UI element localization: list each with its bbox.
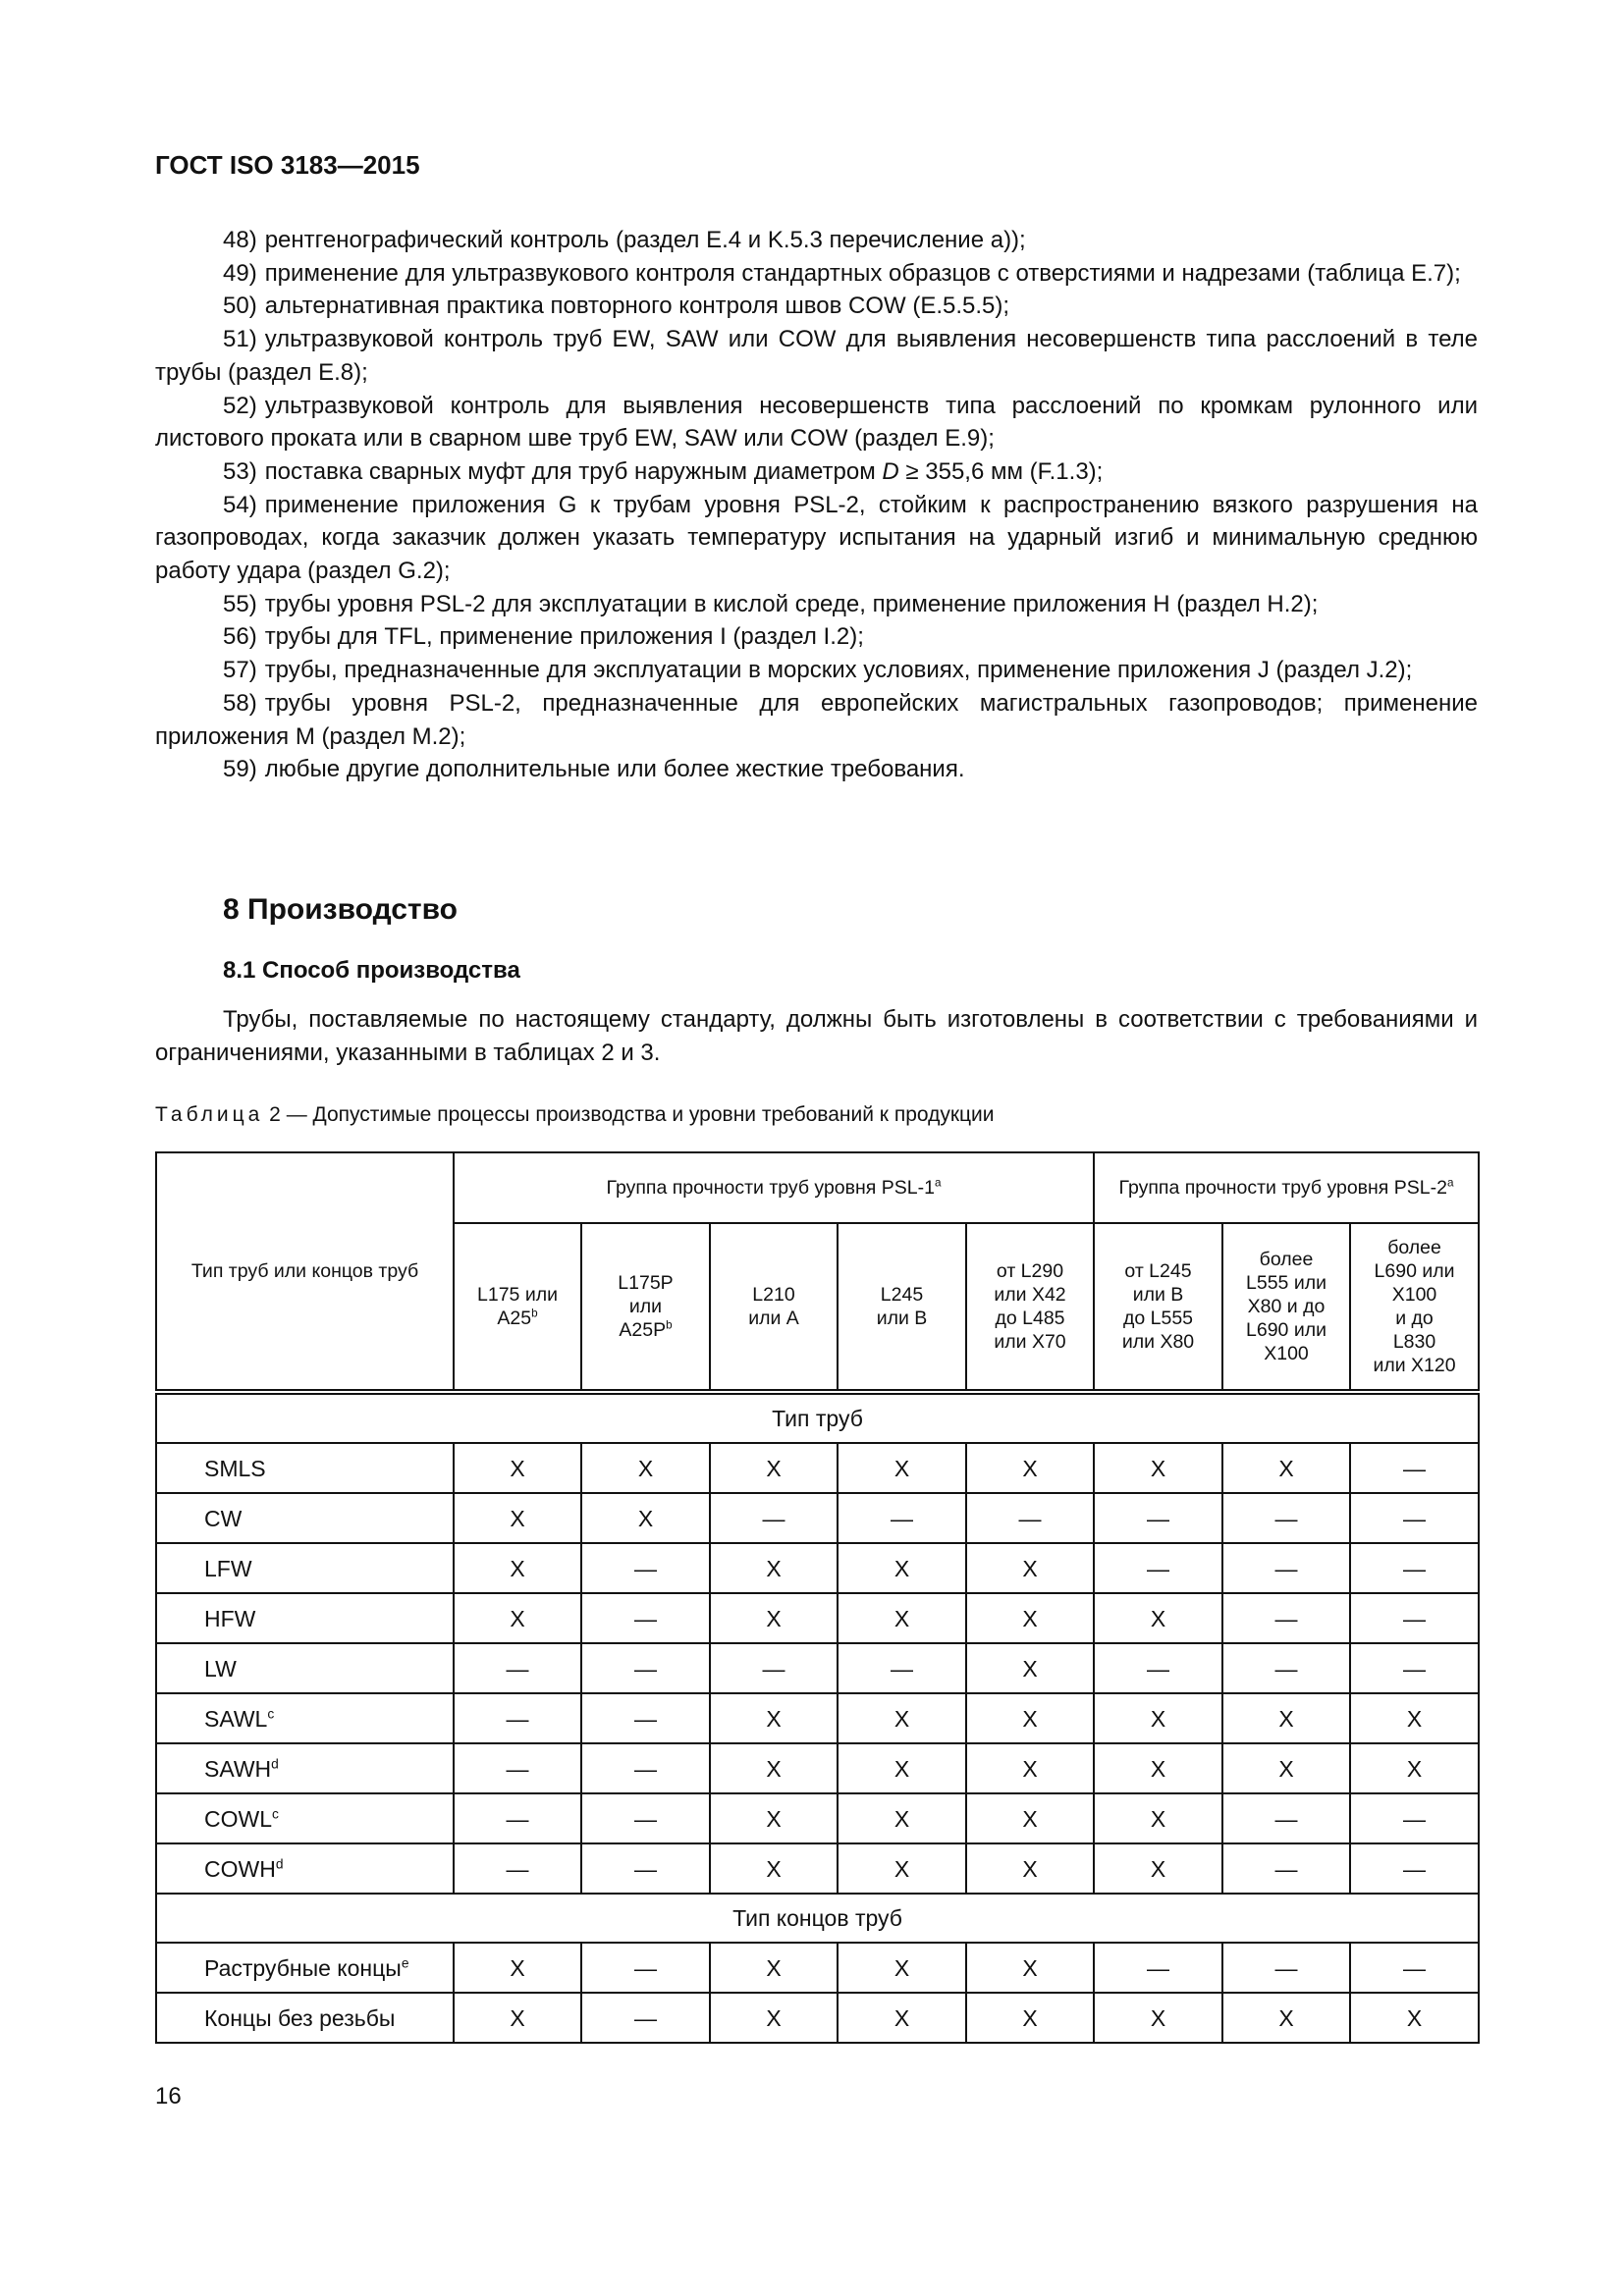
table-cell: X <box>966 1943 1094 1993</box>
row-label: LW <box>156 1643 454 1693</box>
item-text: трубы уровня PSL-2 для эксплуатации в кислой среде, применение приложения H (раздел H.2); <box>264 590 1319 617</box>
table-cell: — <box>966 1493 1094 1543</box>
table-cell: — <box>1350 1543 1479 1593</box>
table-cell: X <box>1094 1843 1222 1894</box>
header-psl1-group: Группа прочности труб уровня PSL-1$^a$ <box>454 1152 1094 1223</box>
table-cell: X <box>1222 1993 1350 2043</box>
item-text: поставка сварных муфт для труб наружным диаметром <box>264 457 883 485</box>
table-cell: — <box>454 1743 581 1793</box>
item-text: применение приложения G к трубам уровня PSL-2, стойким к распространению вязкого разрушения на газопроводах, когда заказчик должен указать температуру испытания на ударный изгиб и минимальную среднюю работу удара (раздел G.2); <box>155 491 1478 585</box>
item-number: 52) <box>223 392 257 419</box>
table-cell: X <box>710 1543 838 1593</box>
item-number: 53) <box>223 457 257 485</box>
table-cell: X <box>838 1443 966 1493</box>
table-cell: X <box>454 1993 581 2043</box>
table-cell: X <box>1094 1793 1222 1843</box>
list-item <box>155 455 1478 489</box>
item-number: 55) <box>223 590 257 617</box>
list-item <box>155 489 1478 588</box>
table-cell: X <box>1350 1693 1479 1743</box>
table-cell: — <box>1222 1543 1350 1593</box>
table-cell: X <box>966 1643 1094 1693</box>
list-item <box>155 654 1478 687</box>
table-cell: X <box>838 1793 966 1843</box>
table-cell: X <box>1094 1743 1222 1793</box>
table-cell: — <box>1350 1643 1479 1693</box>
table-cell: X <box>1094 1443 1222 1493</box>
table-cell: — <box>454 1643 581 1693</box>
table-cell: — <box>1094 1943 1222 1993</box>
item-number: 48) <box>223 227 257 253</box>
header-grade-column: L210 или A <box>710 1223 838 1392</box>
item-text: альтернативная практика повторного контроля швов COW (E.5.5.5); <box>264 293 1010 320</box>
table-cell: X <box>1350 1743 1479 1793</box>
table-cell: X <box>966 1993 1094 2043</box>
item-text: трубы, предназначенные для эксплуатации в морских условиях, применение приложения J (раздел J.2); <box>264 657 1413 684</box>
row-label: SAWH$^d$ <box>156 1743 454 1793</box>
header-grade-column: более L555 или X80 и до L690 или X100 <box>1222 1223 1350 1392</box>
table-cell: — <box>1350 1943 1479 1993</box>
item-text: любые другие дополнительные или более жесткие требования. <box>264 756 965 783</box>
table-cell: — <box>838 1493 966 1543</box>
caption-label: Таблица <box>155 1103 264 1126</box>
table-cell: X <box>710 1693 838 1743</box>
list-item <box>155 753 1478 786</box>
table-cell: X <box>966 1793 1094 1843</box>
table-cell: X <box>838 1743 966 1793</box>
table-cell: X <box>454 1493 581 1543</box>
table-cell: X <box>710 1843 838 1894</box>
table-cell: X <box>1222 1743 1350 1793</box>
table-cell: X <box>1094 1593 1222 1643</box>
table-cell: — <box>581 1793 710 1843</box>
table-row <box>156 1793 1479 1843</box>
table-cell: X <box>838 1593 966 1643</box>
item-number: 59) <box>223 756 257 783</box>
header-psl2-group: Группа прочности труб уровня PSL-2$^a$ <box>1094 1152 1479 1223</box>
table-cell: — <box>581 1543 710 1593</box>
table-cell: — <box>1222 1493 1350 1543</box>
page-number: 16 <box>155 2083 182 2109</box>
row-label: Концы без резьбы <box>156 1993 454 2043</box>
section-heading: 8 Производство <box>223 893 458 926</box>
table-cell: X <box>1094 1993 1222 2043</box>
table-cell: X <box>966 1443 1094 1493</box>
table-cell: X <box>581 1493 710 1543</box>
list-item <box>155 687 1478 753</box>
requirements-list <box>155 224 1478 786</box>
table-cell: — <box>581 1693 710 1743</box>
table-cell: — <box>581 1643 710 1693</box>
header-grade-column: L175P или $A25P^b$ <box>581 1223 710 1392</box>
table-cell: — <box>581 1743 710 1793</box>
table-cell: X <box>581 1443 710 1493</box>
table-cell: X <box>838 1693 966 1743</box>
table-cell: — <box>1350 1443 1479 1493</box>
table-cell: X <box>710 1593 838 1643</box>
table-cell: — <box>1222 1843 1350 1894</box>
table-row <box>156 1593 1479 1643</box>
diameter-symbol: D <box>882 457 899 485</box>
table-row <box>156 1843 1479 1894</box>
row-label: Раструбные концы$^e$ <box>156 1943 454 1993</box>
table-cell: X <box>1222 1443 1350 1493</box>
table-cell: X <box>966 1593 1094 1643</box>
item-text: ультразвуковой контроль для выявления несовершенств типа расслоений по кромкам рулонного или листового проката или в сварном шве труб EW, SAW или COW (раздел E.9); <box>155 392 1478 453</box>
table-cell: — <box>1222 1943 1350 1993</box>
item-text: применение для ультразвукового контроля стандартных образцов с отверстиями и надрезами (таблица E.7); <box>264 259 1461 287</box>
table-caption <box>155 1103 995 1127</box>
table-cell: — <box>581 1593 710 1643</box>
item-text: трубы уровня PSL-2, предназначенные для европейских магистральных газопроводов; применение приложения M (раздел M.2); <box>155 689 1478 750</box>
item-number: 49) <box>223 259 257 287</box>
table-cell: — <box>1350 1593 1479 1643</box>
table-cell: — <box>710 1493 838 1543</box>
table-cell: X <box>454 1593 581 1643</box>
subsection-heading: 8.1 Способ производства <box>223 957 520 984</box>
item-number: 58) <box>223 689 257 717</box>
table-cell: X <box>966 1843 1094 1894</box>
table-cell: X <box>838 1943 966 1993</box>
row-label: COWH$^d$ <box>156 1843 454 1894</box>
table-row <box>156 1743 1479 1793</box>
table-cell: — <box>581 1843 710 1894</box>
list-item <box>155 620 1478 654</box>
table-cell: X <box>710 1793 838 1843</box>
row-label: HFW <box>156 1593 454 1643</box>
table-row <box>156 1643 1479 1693</box>
table-cell: — <box>454 1843 581 1894</box>
list-item <box>155 390 1478 455</box>
caption-text: 2 — Допустимые процессы производства и уровни требований к продукции <box>263 1103 995 1126</box>
item-text: ультразвуковой контроль труб EW, SAW или COW для выявления несовершенств типа расслоений в теле трубы (раздел E.8); <box>155 326 1478 386</box>
item-number: 57) <box>223 657 257 684</box>
section-label: Тип труб <box>156 1392 1479 1443</box>
header-grade-column: L175 или A25$^b$ <box>454 1223 581 1392</box>
table-cell: X <box>1350 1993 1479 2043</box>
table-cell: — <box>1094 1643 1222 1693</box>
table-cell: X <box>454 1543 581 1593</box>
table-cell: X <box>710 1443 838 1493</box>
table-cell: — <box>454 1793 581 1843</box>
table-cell: X <box>1222 1693 1350 1743</box>
table-cell: X <box>710 1743 838 1793</box>
table-cell: — <box>581 1993 710 2043</box>
table-cell: — <box>1350 1843 1479 1894</box>
header-grade-column: от L245 или B до L555 или X80 <box>1094 1223 1222 1392</box>
table-cell: — <box>1350 1493 1479 1543</box>
table-row <box>156 1443 1479 1493</box>
list-item <box>155 588 1478 621</box>
item-number: 56) <box>223 623 257 651</box>
document-id-header: ГОСТ ISO 3183—2015 <box>155 150 420 180</box>
table-section-row <box>156 1894 1479 1943</box>
item-text: трубы для TFL, применение приложения I (раздел I.2); <box>264 623 864 651</box>
row-label: SMLS <box>156 1443 454 1493</box>
list-item <box>155 224 1478 257</box>
table-cell: — <box>710 1643 838 1693</box>
table-cell: X <box>838 1543 966 1593</box>
table-cell: — <box>838 1643 966 1693</box>
table-section-row <box>156 1392 1479 1443</box>
table-cell: X <box>966 1543 1094 1593</box>
table-cell: — <box>1222 1643 1350 1693</box>
table-cell: X <box>710 1993 838 2043</box>
list-item <box>155 323 1478 389</box>
table-cell: X <box>838 1993 966 2043</box>
table-cell: X <box>454 1943 581 1993</box>
table-cell: X <box>966 1693 1094 1743</box>
table-cell: — <box>454 1693 581 1743</box>
row-label: COWL$^c$ <box>156 1793 454 1843</box>
production-process-table <box>155 1151 1480 2044</box>
table-cell: — <box>1222 1593 1350 1643</box>
table-row <box>156 1993 1479 2043</box>
table-cell: — <box>1350 1793 1479 1843</box>
item-number: 54) <box>223 491 257 518</box>
item-number: 50) <box>223 293 257 320</box>
table-row <box>156 1943 1479 1993</box>
list-item <box>155 257 1478 291</box>
table-cell: — <box>1094 1493 1222 1543</box>
table-cell: X <box>710 1943 838 1993</box>
table-cell: X <box>454 1443 581 1493</box>
section-label: Тип концов труб <box>156 1894 1479 1943</box>
table-row <box>156 1693 1479 1743</box>
header-grade-column: от L290 или X42 до L485 или X70 <box>966 1223 1094 1392</box>
item-text: ≥ 355,6 мм (F.1.3); <box>898 457 1104 485</box>
table-cell: — <box>1222 1793 1350 1843</box>
table-cell: X <box>1094 1693 1222 1743</box>
table-cell: X <box>966 1743 1094 1793</box>
row-label: SAWL$^c$ <box>156 1693 454 1743</box>
table-cell: X <box>838 1843 966 1894</box>
row-label: LFW <box>156 1543 454 1593</box>
table-row <box>156 1543 1479 1593</box>
table-cell: — <box>581 1943 710 1993</box>
list-item <box>155 290 1478 323</box>
header-pipe-type: Тип труб или концов труб <box>156 1152 454 1392</box>
table-cell: — <box>1094 1543 1222 1593</box>
item-text: рентгенографический контроль (раздел E.4 и K.5.3 перечисление а)); <box>264 227 1026 253</box>
table-row <box>156 1493 1479 1543</box>
row-label: CW <box>156 1493 454 1543</box>
header-grade-column: более L690 или X100 и до L830 или X120 <box>1350 1223 1479 1392</box>
header-grade-column: L245 или B <box>838 1223 966 1392</box>
item-number: 51) <box>223 326 257 353</box>
section-paragraph: Трубы, поставляемые по настоящему стандарту, должны быть изготовлены в соответствии с требованиями и ограничениями, указанными в таблицах 2 и 3. <box>155 1006 1478 1066</box>
